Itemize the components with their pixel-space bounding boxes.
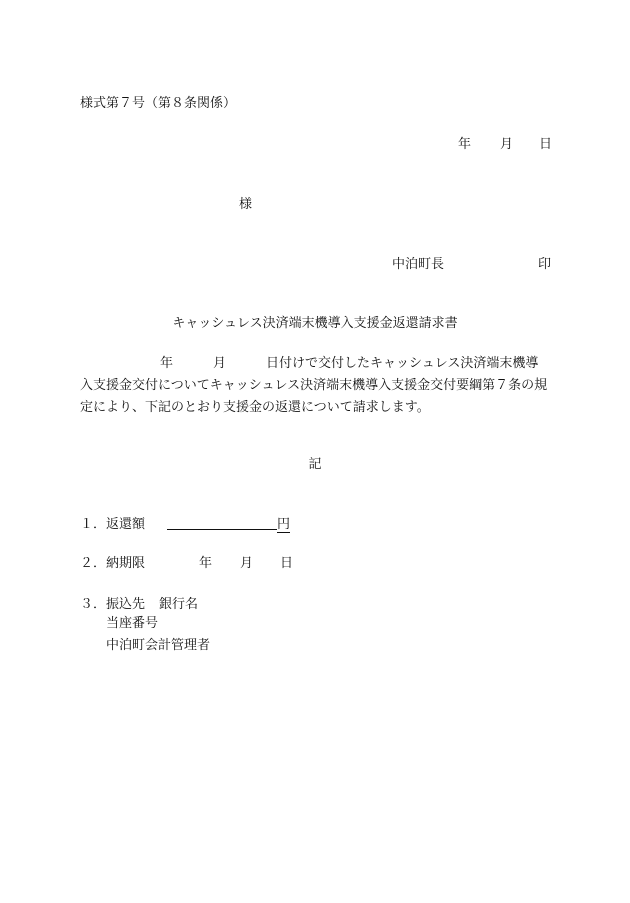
deadline-year: 年 — [199, 556, 213, 571]
item-label: 振込先 — [106, 597, 146, 612]
date-year: 年 — [458, 137, 472, 152]
item-2 — [80, 557, 145, 570]
deadline-month: 月 — [240, 556, 254, 571]
account-number-label: 当座番号 — [106, 616, 159, 631]
date-day: 日 — [539, 137, 553, 152]
item-label: 納期限 — [106, 556, 146, 571]
item-3 — [80, 598, 145, 611]
date-month: 月 — [500, 137, 514, 152]
item-label: 返還額 — [106, 517, 146, 532]
account-holder: 中泊町会計管理者 — [106, 638, 211, 653]
form-number: 様式第７号（第８条関係） — [80, 96, 237, 111]
issuer-seal: 印 — [538, 257, 552, 272]
item-number: ２． — [80, 556, 107, 571]
amount-blank-line — [167, 517, 277, 530]
document-title: キャッシュレス決済端末機導入支援金返還請求書 — [172, 316, 458, 331]
item-number: １． — [80, 517, 107, 532]
body-text: 日付けで交付したキャッシュレス決済端末機導入支援金交付についてキャッシュレス決済端末機導入支援金交付要綱第７条の規定により、下記のとおり支援金の返還について請求します。 — [80, 356, 548, 415]
body-month: 月 — [213, 356, 227, 371]
deadline-day: 日 — [280, 556, 294, 571]
amount-unit: 円 — [277, 517, 291, 532]
addressee-suffix: 様 — [239, 197, 253, 212]
issuer-title: 中泊町長 — [392, 257, 445, 272]
ki-label: 記 — [308, 457, 322, 472]
body-year: 年 — [160, 356, 174, 371]
item-1 — [80, 517, 290, 531]
body-paragraph — [80, 353, 550, 419]
bank-name-label: 銀行名 — [159, 597, 199, 612]
item-number: ３． — [80, 597, 107, 612]
